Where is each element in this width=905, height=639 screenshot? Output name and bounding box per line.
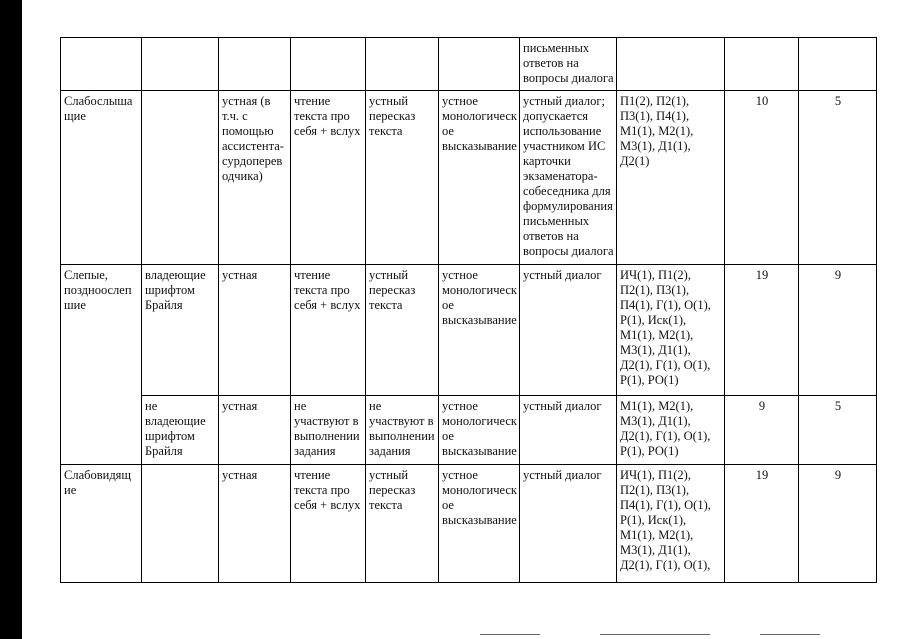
monologue-task-cell: устное монологическ ое высказывание bbox=[439, 396, 520, 465]
max-score-cell: 10 bbox=[725, 91, 799, 265]
reading-task-cell: не участвуют в выполнении задания bbox=[291, 396, 366, 465]
subcategory-cell: не владеющие шрифтом Брайля bbox=[142, 396, 219, 465]
exam-form-cell: устная bbox=[219, 465, 291, 583]
subcategory-cell bbox=[142, 38, 219, 91]
table-row bbox=[61, 38, 877, 91]
retelling-task-cell: устный пересказ текста bbox=[366, 265, 439, 396]
retelling-task-cell bbox=[366, 38, 439, 91]
min-score-cell: 5 bbox=[799, 91, 877, 265]
max-score-cell: 19 bbox=[725, 465, 799, 583]
min-score-cell: 9 bbox=[799, 465, 877, 583]
reading-task-cell bbox=[291, 38, 366, 91]
subcategory-cell bbox=[142, 91, 219, 265]
category-cell: Слабослыша щие bbox=[61, 91, 142, 265]
reading-task-cell: чтение текста про себя + вслух bbox=[291, 465, 366, 583]
exam-form-cell: устная bbox=[219, 396, 291, 465]
dialogue-task-cell: устный диалог; допускается использование участником ИС карточки экзаменатора- собеседника для формулирования письменных ответов на вопросы диалога bbox=[520, 91, 617, 265]
max-score-cell: 19 bbox=[725, 265, 799, 396]
monologue-task-cell: устное монологическ ое высказывание bbox=[439, 265, 520, 396]
monologue-task-cell: устное монологическ ое высказывание bbox=[439, 91, 520, 265]
requirements-table bbox=[60, 37, 877, 583]
table-row bbox=[61, 396, 877, 465]
exam-form-cell: устная (в т.ч. с помощью ассистента- сурдоперев одчика) bbox=[219, 91, 291, 265]
criteria-cell bbox=[617, 38, 725, 91]
category-cell: Слабовидящ ие bbox=[61, 465, 142, 583]
reading-task-cell: чтение текста про себя + вслух bbox=[291, 91, 366, 265]
dialogue-task-cell: устный диалог bbox=[520, 465, 617, 583]
table-row bbox=[61, 465, 877, 583]
min-score-cell bbox=[799, 38, 877, 91]
dialogue-task-cell: устный диалог bbox=[520, 396, 617, 465]
scan-edge bbox=[0, 0, 22, 639]
retelling-task-cell: устный пересказ текста bbox=[366, 91, 439, 265]
dialogue-task-cell: устный диалог bbox=[520, 265, 617, 396]
exam-form-cell: устная bbox=[219, 265, 291, 396]
max-score-cell: 9 bbox=[725, 396, 799, 465]
scan-mark bbox=[480, 634, 540, 635]
criteria-cell: ИЧ(1), П1(2), П2(1), П3(1), П4(1), Г(1), О(1), Р(1), Иск(1), М1(1), М2(1), М3(1), Д1(1), Д2(1), Г(1), О(1), Р(1), РО(1) bbox=[617, 265, 725, 396]
criteria-cell: ИЧ(1), П1(2), П2(1), П3(1), П4(1), Г(1), О(1), Р(1), Иск(1), М1(1), М2(1), М3(1), Д1(1), Д2(1), Г(1), О(1), bbox=[617, 465, 725, 583]
max-score-cell bbox=[725, 38, 799, 91]
scan-mark bbox=[760, 634, 820, 635]
exam-form-cell bbox=[219, 38, 291, 91]
criteria-cell: П1(2), П2(1), П3(1), П4(1), М1(1), М2(1), М3(1), Д1(1), Д2(1) bbox=[617, 91, 725, 265]
subcategory-cell bbox=[142, 465, 219, 583]
scan-mark bbox=[600, 634, 710, 635]
table-row bbox=[61, 91, 877, 265]
category-cell bbox=[61, 38, 142, 91]
subcategory-cell: владеющие шрифтом Брайля bbox=[142, 265, 219, 396]
dialogue-task-cell: письменных ответов на вопросы диалога bbox=[520, 38, 617, 91]
min-score-cell: 9 bbox=[799, 265, 877, 396]
reading-task-cell: чтение текста про себя + вслух bbox=[291, 265, 366, 396]
min-score-cell: 5 bbox=[799, 396, 877, 465]
monologue-task-cell bbox=[439, 38, 520, 91]
monologue-task-cell: устное монологическ ое высказывание bbox=[439, 465, 520, 583]
retelling-task-cell: не участвуют в выполнении задания bbox=[366, 396, 439, 465]
criteria-cell: М1(1), М2(1), М3(1), Д1(1), Д2(1), Г(1), О(1), Р(1), РО(1) bbox=[617, 396, 725, 465]
table-row bbox=[61, 265, 877, 396]
category-cell: Слепые, поздноослеп шие bbox=[61, 265, 142, 465]
retelling-task-cell: устный пересказ текста bbox=[366, 465, 439, 583]
